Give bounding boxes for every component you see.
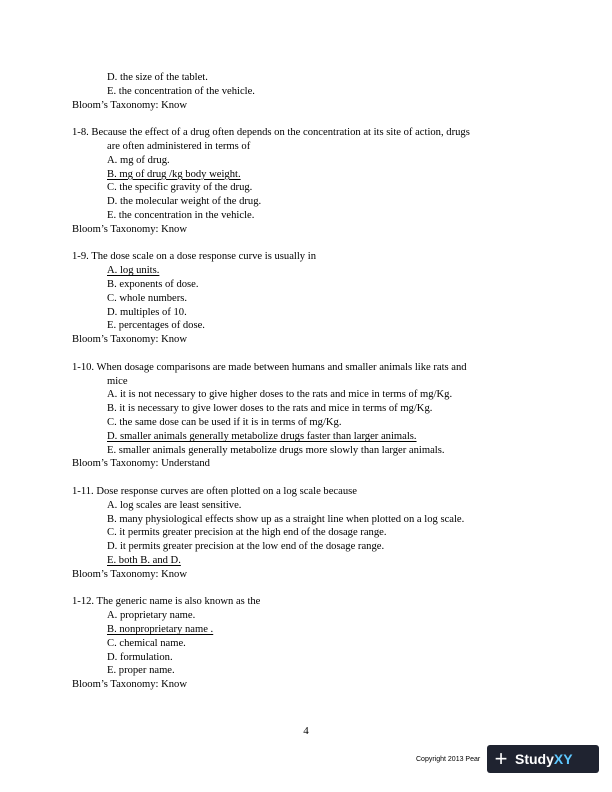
question-line: Bloom’s Taxonomy: Know — [72, 679, 188, 691]
answer-line: D. it permits greater precision at the low end of the dosage range. — [107, 541, 385, 553]
question-line: Bloom’s Taxonomy: Know — [72, 568, 188, 580]
answer-line: B. many physiological effects show up as a straight line when plotted on a log scale. — [107, 513, 465, 525]
answer-line: A. log scales are least sensitive. — [107, 499, 242, 511]
answer-line: E. smaller animals generally metabolize drugs more slowly than larger animals. — [107, 444, 445, 456]
answer-line: D. the molecular weight of the drug. — [107, 196, 262, 208]
answer-line: D. the size of the tablet. — [107, 72, 208, 83]
answer-line: C. whole numbers. — [107, 292, 188, 304]
answer-line: D. smaller animals generally metabolize drugs faster than larger animals. — [107, 430, 417, 442]
page-number: 4 — [303, 725, 309, 737]
question-line: 1-8. Because the effect of a drug often depends on the concentration at its site of action, drugs — [72, 127, 470, 139]
question-line: Bloom’s Taxonomy: Understand — [72, 458, 210, 470]
question-line: 1-9. The dose scale on a dose response curve is usually in — [72, 251, 316, 263]
plus-icon: + — [494, 746, 508, 771]
answer-line: A. log units. — [107, 265, 160, 277]
question-line: 1-11. Dose response curves are often plotted on a log scale because — [72, 486, 357, 497]
answer-line: B. it is necessary to give lower doses to the rats and mice in terms of mg/Kg. — [107, 403, 433, 415]
question-line: Bloom’s Taxonomy: Know — [72, 223, 188, 235]
studyxy-logo-text: StudyXY — [515, 751, 573, 767]
answer-line: C. the same dose can be used if it is in terms of mg/Kg. — [107, 417, 342, 428]
answer-line: C. the specific gravity of the drug. — [107, 182, 253, 194]
answer-line: A. it is not necessary to give higher doses to the rats and mice in terms of mg/Kg. — [107, 389, 453, 401]
answer-line: E. the concentration in the vehicle. — [107, 210, 255, 221]
answer-line: E. percentages of dose. — [107, 320, 205, 332]
answer-line: E. both B. and D. — [107, 555, 181, 566]
answer-line: C. chemical name. — [107, 637, 186, 649]
question-line: 1-12. The generic name is also known as the — [72, 596, 261, 608]
answer-line: B. mg of drug /kg body weight. — [107, 168, 241, 180]
answer-line: are often administered in terms of — [107, 141, 251, 152]
answer-line: D. multiples of 10. — [107, 306, 187, 318]
answer-line: D. formulation. — [107, 651, 173, 663]
answer-line: B. nonproprietary name . — [107, 624, 214, 635]
answer-line: E. proper name. — [107, 665, 175, 677]
answer-line: A. proprietary name. — [107, 610, 196, 622]
question-line: Bloom’s Taxonomy: Know — [72, 334, 188, 346]
answer-line: C. it permits greater precision at the high end of the dosage range. — [107, 527, 387, 539]
answer-line: A. mg of drug. — [107, 154, 170, 166]
answer-line: E. the concentration of the vehicle. — [107, 85, 255, 97]
question-line: 1-10. When dosage comparisons are made between humans and smaller animals like rats and — [72, 361, 467, 373]
question-line: Bloom’s Taxonomy: Know — [72, 99, 188, 111]
studyxy-badge[interactable] — [487, 745, 599, 773]
copyright-notice: Copyright 2013 Pear — [416, 756, 481, 763]
answer-line: mice — [107, 375, 128, 387]
answer-line: B. exponents of dose. — [107, 279, 199, 290]
